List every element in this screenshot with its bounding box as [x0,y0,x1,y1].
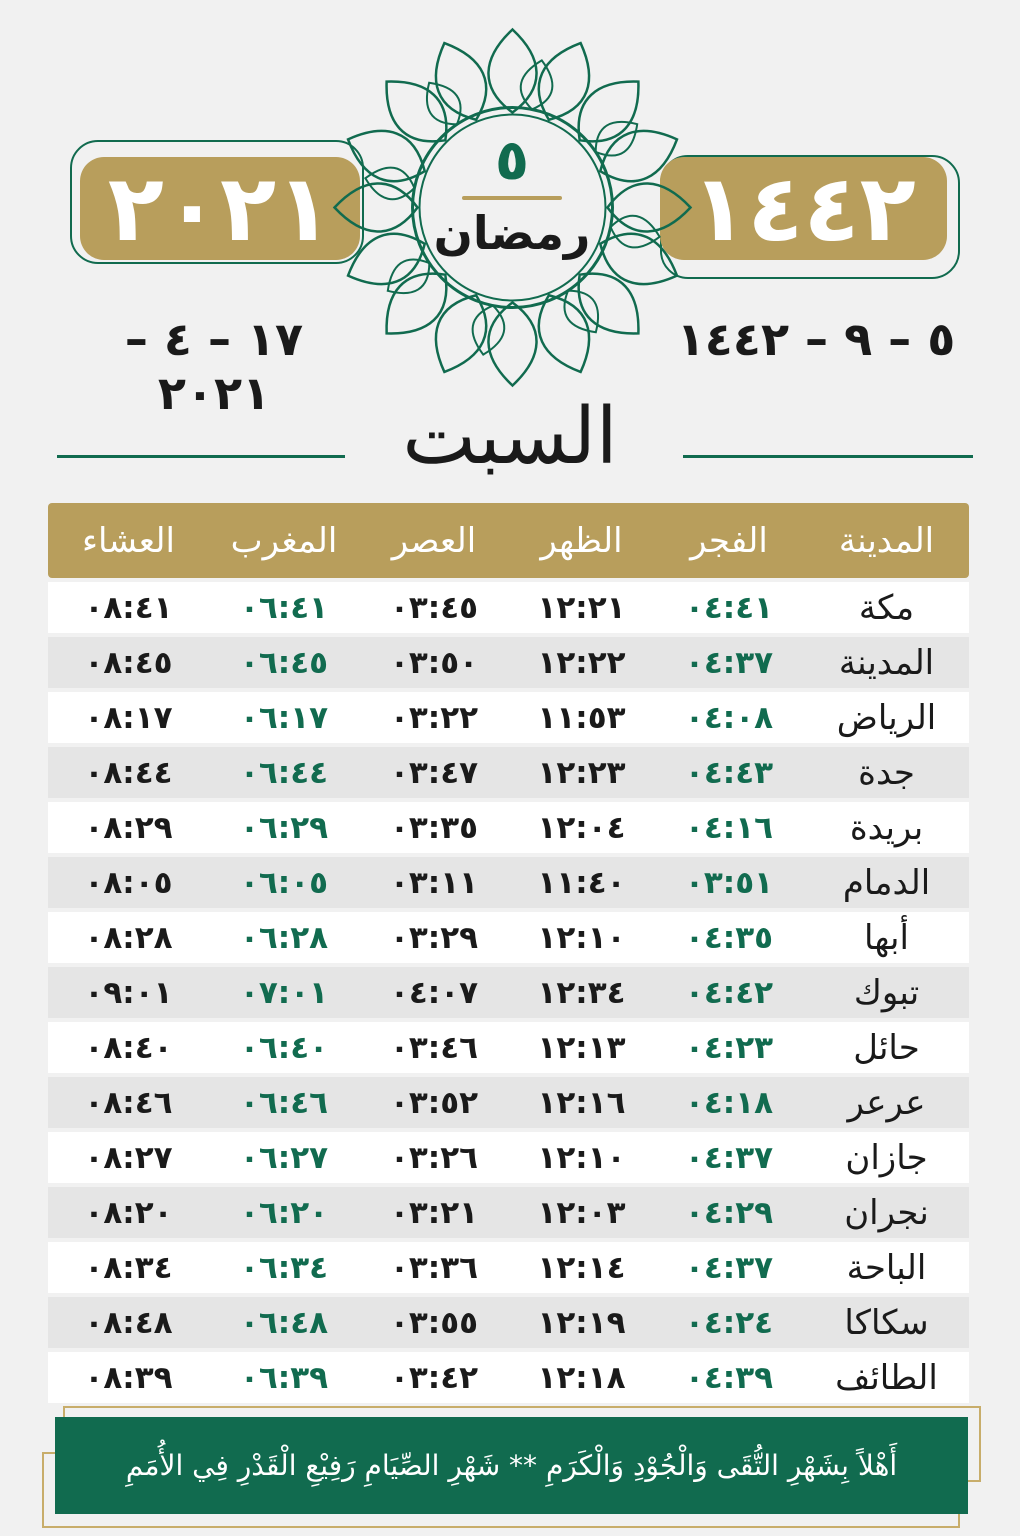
title-rule-right [683,455,973,458]
header-fajr: الفجر [690,520,768,561]
cell-maghrib: ٠٦:٢٨ [239,919,329,956]
cell-isha: ٠٨:٤١ [84,589,173,626]
cell-maghrib: ٠٦:٤٠ [239,1029,329,1066]
cell-fajr: ٠٤:٤٣ [684,754,774,791]
cell-asr: ٠٣:٤٥ [389,589,479,626]
table-row [48,1077,969,1128]
cell-isha: ٠٨:٤٤ [84,754,173,791]
cell-city: بريدة [849,807,924,848]
cell-fajr: ٠٤:١٨ [684,1084,774,1121]
cell-dhuhr: ١١:٤٠ [537,864,626,901]
cell-fajr: ٠٤:١٦ [684,809,774,846]
cell-isha: ٠٩:٠١ [84,974,173,1011]
day-title: السبت [402,392,618,482]
cell-maghrib: ٠٦:٢٧ [239,1139,329,1176]
cell-asr: ٠٣:٣٦ [389,1249,479,1286]
table-row [48,1242,969,1293]
table-row [48,692,969,743]
cell-asr: ٠٣:٥٠ [389,644,479,681]
cell-fajr: ٠٤:٤١ [684,589,774,626]
cell-dhuhr: ١١:٥٣ [537,699,626,736]
cell-city: سكاكا [844,1302,929,1343]
cell-asr: ٠٣:٥٥ [389,1304,479,1341]
gregorian-date: ١٧ – ٤ – ٢٠٢١ [124,312,304,420]
cell-isha: ٠٨:٣٤ [84,1249,173,1286]
cell-city: الدمام [842,862,931,903]
cell-city: جازان [845,1137,928,1178]
cell-city: الرياض [836,697,937,738]
table-row [48,1297,969,1348]
header-dhuhr: الظهر [540,520,623,561]
cell-dhuhr: ١٢:١٠ [537,919,626,956]
header-asr: العصر [391,520,477,561]
cell-city: مكة [858,587,915,628]
cell-city: حائل [853,1027,920,1068]
table-row [48,912,969,963]
table-row [48,1022,969,1073]
table-row [48,747,969,798]
cell-isha: ٠٨:١٧ [84,699,173,736]
cell-maghrib: ٠٧:٠١ [239,974,329,1011]
cell-maghrib: ٠٦:٤٦ [239,1084,329,1121]
cell-asr: ٠٣:٢٢ [389,699,479,736]
cell-isha: ٠٨:٤٠ [84,1029,173,1066]
footer-verse: أَهْلاً بِشَهْرِ التُّقَى وَالْجُوْدِ وَالْكَرَمِ ** شَهْرِ الصِّيَامِ رَفِيْعِ الْقَدْرِ فِي الأُمَمِ [125,1449,898,1482]
table-body [48,582,969,1403]
cell-fajr: ٠٤:٤٢ [684,974,774,1011]
cell-maghrib: ٠٦:١٧ [239,699,329,736]
cell-dhuhr: ١٢:٣٤ [537,974,626,1011]
cell-city: تبوك [853,972,920,1013]
cell-isha: ٠٨:٠٥ [84,864,173,901]
ramadan-ornament-dots [462,196,562,200]
cell-isha: ٠٨:٢٨ [84,919,173,956]
gregorian-year-banner [80,157,360,260]
cell-isha: ٠٨:٣٩ [84,1359,173,1396]
cell-asr: ٠٣:٢١ [389,1194,479,1231]
cell-dhuhr: ١٢:١٤ [537,1249,626,1286]
cell-asr: ٠٣:١١ [389,864,479,901]
table-row [48,1352,969,1403]
cell-maghrib: ٠٦:٣٩ [239,1359,329,1396]
ramadan-label: رمضان [433,206,591,260]
cell-city: أبها [864,917,909,958]
cell-asr: ٠٣:٤٧ [389,754,479,791]
cell-isha: ٠٨:٤٦ [84,1084,173,1121]
table-row [48,582,969,633]
table-row [48,802,969,853]
ramadan-day-number: ٥ [494,128,530,193]
cell-city: الباحة [846,1247,927,1288]
table-row [48,1132,969,1183]
cell-maghrib: ٠٦:٤٥ [239,644,329,681]
cell-maghrib: ٠٦:٤٤ [239,754,329,791]
footer-banner [55,1417,968,1514]
cell-fajr: ٠٤:٣٧ [684,1139,774,1176]
cell-isha: ٠٨:٤٥ [84,644,173,681]
cell-isha: ٠٨:٢٧ [84,1139,173,1176]
title-rule-left [57,455,345,458]
cell-city: المدينة [838,642,935,683]
cell-maghrib: ٠٦:٣٤ [239,1249,329,1286]
cell-isha: ٠٨:٤٨ [84,1304,173,1341]
cell-dhuhr: ١٢:١٩ [537,1304,626,1341]
cell-fajr: ٠٤:٠٨ [684,699,774,736]
cell-fajr: ٠٤:٢٩ [684,1194,774,1231]
header-city: المدينة [838,520,935,561]
cell-asr: ٠٣:٢٦ [389,1139,479,1176]
cell-asr: ٠٣:٤٢ [389,1359,479,1396]
table-header [48,503,969,578]
table-row [48,857,969,908]
cell-asr: ٠٤:٠٧ [389,974,479,1011]
cell-maghrib: ٠٦:٤٨ [239,1304,329,1341]
cell-asr: ٠٣:٣٥ [389,809,479,846]
cell-dhuhr: ١٢:٢٣ [537,754,626,791]
cell-fajr: ٠٤:٣٥ [684,919,774,956]
cell-city: جدة [858,752,915,793]
table-row [48,637,969,688]
cell-isha: ٠٨:٢٩ [84,809,173,846]
cell-dhuhr: ١٢:٢٢ [537,644,626,681]
cell-city: الطائف [835,1357,938,1398]
header-maghrib: المغرب [230,520,338,561]
cell-fajr: ٠٤:٣٧ [684,644,774,681]
hijri-date: ٥ – ٩ – ١٤٤٢ [676,312,956,366]
cell-fajr: ٠٤:٢٤ [684,1304,774,1341]
hijri-year-banner [660,157,947,260]
cell-maghrib: ٠٦:٤١ [239,589,329,626]
prayer-times-table [48,503,969,1403]
cell-asr: ٠٣:٤٦ [389,1029,479,1066]
cell-maghrib: ٠٦:٢٠ [239,1194,329,1231]
cell-dhuhr: ١٢:١٦ [537,1084,626,1121]
cell-asr: ٠٣:٥٢ [389,1084,479,1121]
cell-maghrib: ٠٦:٠٥ [239,864,329,901]
cell-dhuhr: ١٢:٠٤ [537,809,626,846]
header-isha: العشاء [82,520,175,561]
hijri-year: ١٤٤٢ [691,155,916,262]
cell-city: نجران [844,1192,929,1233]
cell-fajr: ٠٤:٣٧ [684,1249,774,1286]
gregorian-year: ٢٠٢١ [107,155,333,262]
cell-dhuhr: ١٢:١٨ [537,1359,626,1396]
cell-dhuhr: ١٢:٠٣ [537,1194,626,1231]
cell-fajr: ٠٣:٥١ [684,864,774,901]
cell-isha: ٠٨:٢٠ [84,1194,173,1231]
cell-dhuhr: ١٢:٢١ [537,589,626,626]
cell-asr: ٠٣:٢٩ [389,919,479,956]
cell-fajr: ٠٤:٣٩ [684,1359,774,1396]
table-row [48,1187,969,1238]
cell-maghrib: ٠٦:٢٩ [239,809,329,846]
cell-dhuhr: ١٢:١٠ [537,1139,626,1176]
cell-city: عرعر [847,1082,926,1123]
cell-dhuhr: ١٢:١٣ [537,1029,626,1066]
table-row [48,967,969,1018]
cell-fajr: ٠٤:٢٣ [684,1029,774,1066]
